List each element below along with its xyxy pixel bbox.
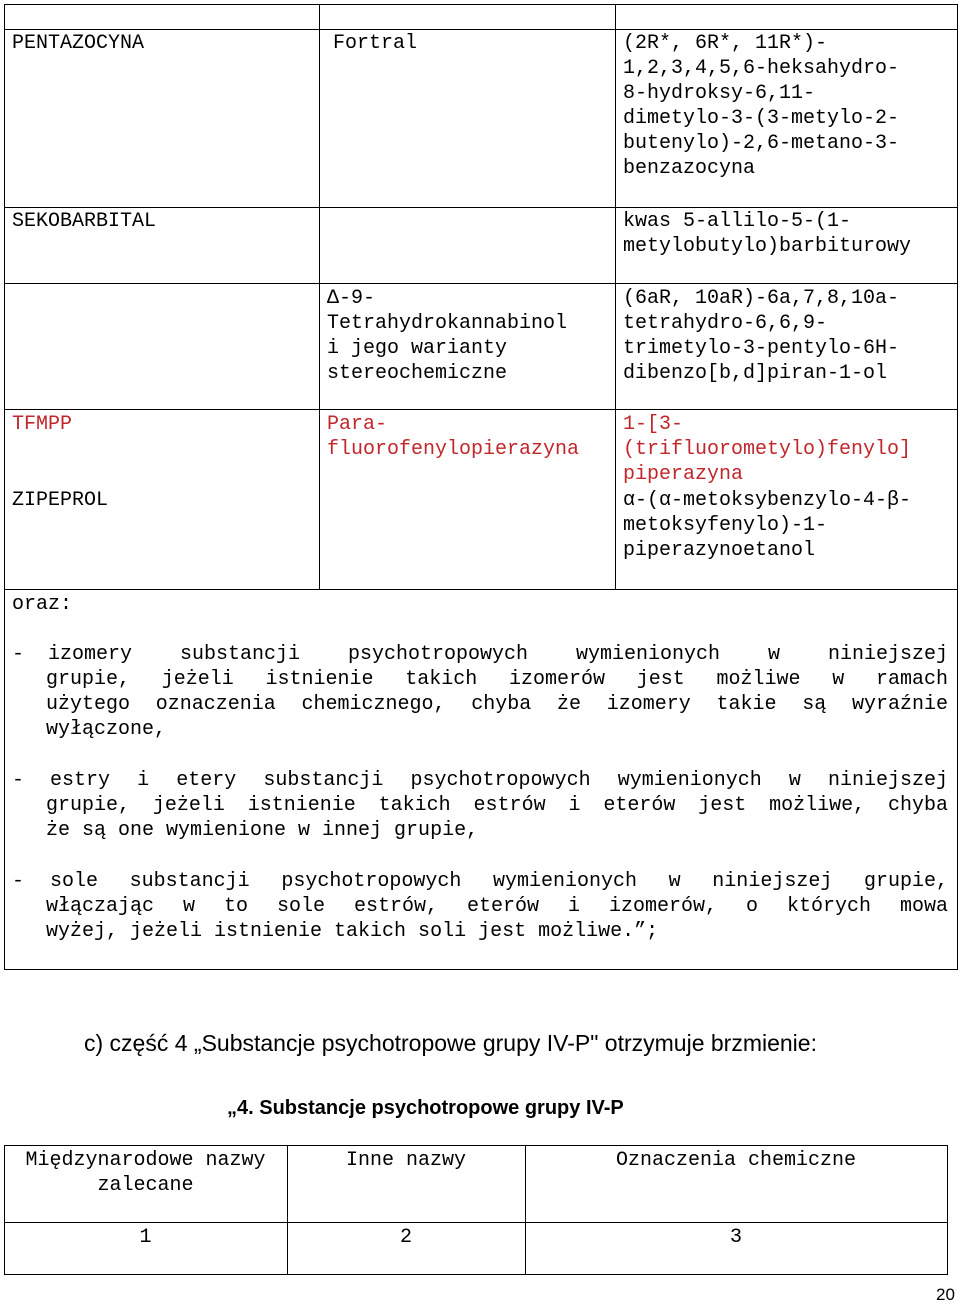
bullet-line: wyżej, jeżeli istnienie takich soli jest możliwe.”; (46, 920, 659, 943)
row-sekobarbital-chemical: kwas 5-allilo-5-(1- metylobutylo)barbiturowy (623, 210, 912, 258)
section-heading: „4. Substancje psychotropowe grupy IV-P (227, 1097, 624, 1119)
bullet-line: grupie, jeżeli istnienie takich izomerów jest możliwe w ramach (46, 668, 948, 691)
bullet-line: włączając w to sole estrów, eterów i izomerów, o których mowa (46, 895, 948, 918)
table2-header-chemical: Oznaczenia chemiczne (615, 1149, 857, 1172)
row-pentazocyna-other: Fortral (333, 32, 418, 55)
bullet-dash: - (12, 769, 25, 792)
row-tfmpp-name: TFMPP (12, 413, 73, 436)
row-tfmpp-chemical: 1-[3- (trifluorometylo)fenylo] piperazyna (623, 413, 912, 486)
bullet-dash: - (12, 870, 25, 893)
bullet-line: grupie, jeżeli istnienie takich estrów i eterów jest możliwe, chyba (46, 794, 948, 817)
row-zipeprol-chemical: α-(α-metoksybenzylo-4-β- metoksyfenylo)-1- piperazynoetanol (623, 489, 912, 562)
table2-header-other-names: Inne nazwy (345, 1149, 467, 1172)
row-sekobarbital-name: SEKOBARBITAL (12, 210, 157, 233)
row-thc-chemical: (6aR, 10aR)-6a,7,8,10a- tetrahydro-6,6,9- trimetylo-3-pentylo-6H- dibenzo[b,d]piran-1-ol (623, 287, 900, 385)
row-thc-other: Δ-9- Tetrahydrokannabinol i jego warianty stereochemiczne (327, 287, 568, 385)
oraz-label: oraz: (12, 593, 73, 616)
bullet-line: wyłączone, (46, 718, 167, 741)
bullet-line: estry i etery substancji psychotropowych wymienionych w niniejszej (50, 769, 948, 792)
table2-col-number: 2 (399, 1226, 412, 1249)
row-pentazocyna-name: PENTAZOCYNA (12, 32, 145, 55)
amendment-instruction: c) część 4 „Substancje psychotropowe grupy IV-P" otrzymuje brzmienie: (84, 1030, 817, 1056)
bullet-line: użytego oznaczenia chemicznego, chyba że izomery takie są wyraźnie (46, 693, 948, 716)
row-tfmpp-other: Para- fluorofenylopierazyna (327, 413, 580, 461)
table2-col-number: 1 (139, 1226, 152, 1249)
bullet-line: że są one wymienione w innej grupie, (46, 819, 479, 842)
table2-header-intl-names: Międzynarodowe nazwy zalecane (25, 1149, 266, 1197)
row-zipeprol-name: ZIPEPROL (12, 489, 109, 512)
bullet-line: izomery substancji psychotropowych wymienionych w niniejszej (48, 643, 948, 666)
table2-col-number: 3 (729, 1226, 742, 1249)
row-pentazocyna-chemical: (2R*, 6R*, 11R*)- 1,2,3,4,5,6-heksahydro- 8-hydroksy-6,11- dimetylo-3-(3-metylo-2- butenylo)-2,6-metano-3- benzazocyna (623, 32, 900, 180)
page-number: 20 (936, 1285, 955, 1304)
bullet-dash: - (12, 643, 25, 666)
bullet-line: sole substancji psychotropowych wymienionych w niniejszej grupie, (50, 870, 948, 893)
